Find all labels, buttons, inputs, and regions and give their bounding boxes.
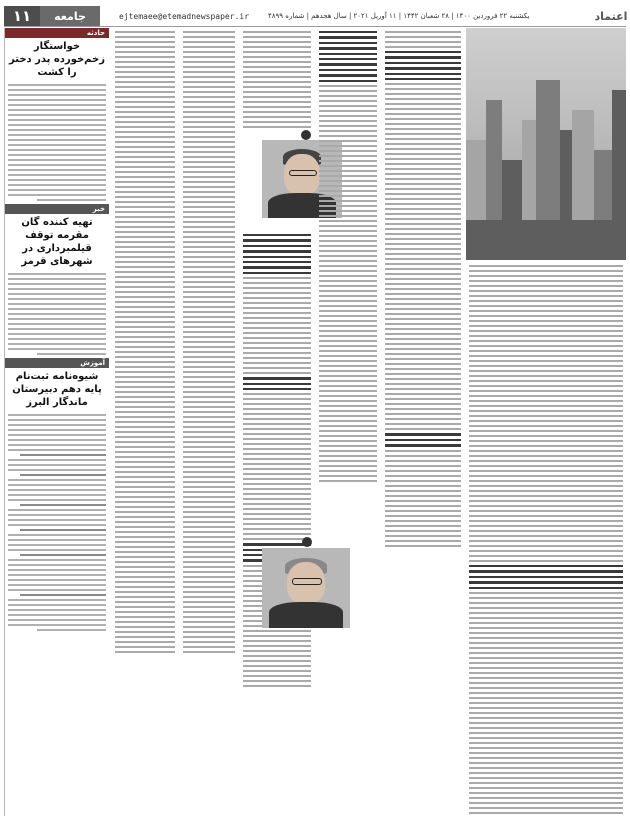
photo-marker-1: [301, 130, 311, 140]
article-column-1: [112, 28, 178, 816]
email-address[interactable]: ejtemaee@etemadnewspaper.ir: [118, 11, 250, 21]
article-column-2: [180, 28, 238, 816]
article-column-5: [382, 28, 464, 816]
interviewee-photo-2: [262, 548, 350, 628]
news-body-2: [5, 273, 109, 355]
news-tag-incident: حادثه: [5, 28, 109, 38]
news-tag-education: آموزش: [5, 358, 109, 368]
news-headline-1: خواستگار زخم‌خورده پدر دختر را کشت: [9, 41, 105, 78]
news-body-3: [5, 414, 109, 631]
news-headline-2: تهیه کننده گان مقرمه توقف قیلمبرداری در شهرهای قرمز: [21, 217, 93, 267]
photo-marker-2: [302, 537, 312, 547]
news-tag-report: خبر: [5, 204, 109, 214]
city-skyline-photo: [466, 28, 626, 260]
news-body-1: [5, 84, 109, 201]
news-headline-3: شیوه‌نامه ثبت‌نام پایه دهم دبیرستان ماندگار البرز: [12, 371, 102, 408]
article-column-lead: [466, 262, 626, 816]
article-column-4: [316, 28, 380, 816]
date-line: یکشنبه ۲۲ فروردین ۱۴۰۰ | ۲۸ شعبان ۱۴۴۲ | ۱۱ آوریل ۲۰۲۱ | سال هجدهم | شماره ۴۸۹۹: [268, 12, 530, 20]
section-title: جامعه: [40, 6, 100, 26]
news-column: [4, 28, 109, 816]
newspaper-logo: اعتماد: [594, 9, 628, 23]
page-header: [4, 6, 626, 27]
page-number: ۱۱: [4, 6, 40, 26]
